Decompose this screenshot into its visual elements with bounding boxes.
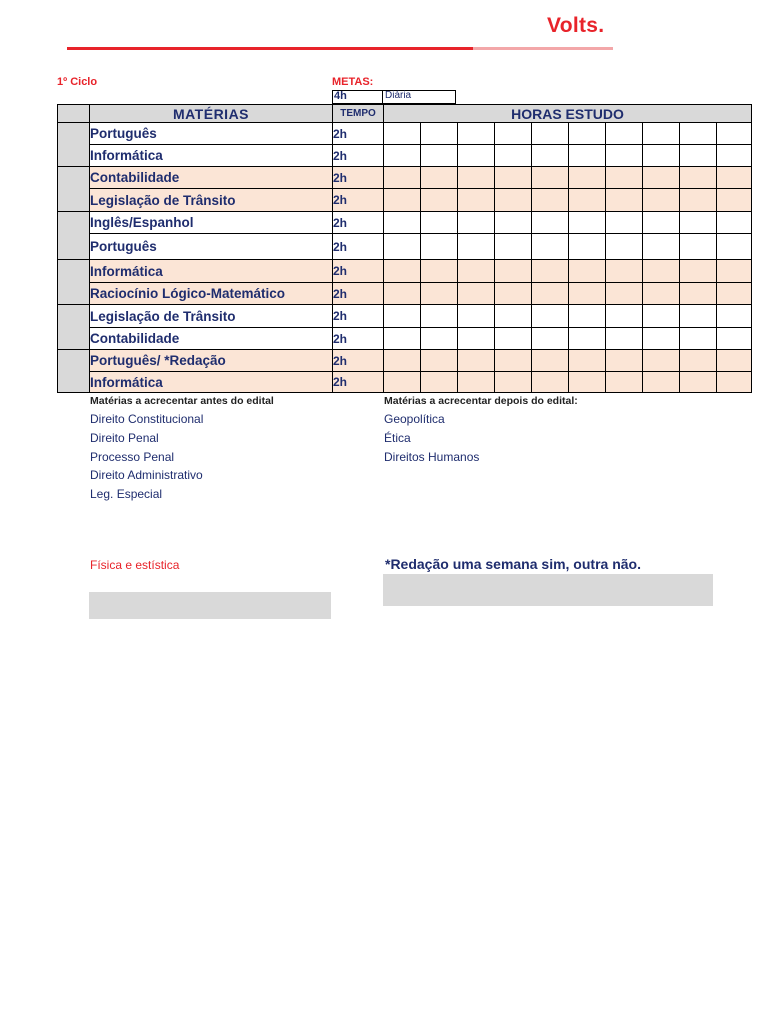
grey-panel-right: [383, 574, 713, 606]
group-marker: [58, 167, 90, 212]
metas-divider: [382, 90, 383, 104]
hours-cell[interactable]: [606, 260, 643, 283]
subject-cell: Informática: [90, 260, 333, 283]
before-edital-title: Matérias a acrecentar antes do edital: [90, 395, 274, 407]
hours-cell[interactable]: [384, 123, 421, 145]
group-marker: [58, 123, 90, 167]
study-table: [57, 104, 752, 393]
header-blank: [58, 105, 90, 123]
hours-cell[interactable]: [532, 189, 569, 212]
hours-cell[interactable]: [458, 167, 495, 189]
table-row: [58, 283, 752, 305]
hours-cell[interactable]: [680, 167, 717, 189]
hours-cell[interactable]: [458, 145, 495, 167]
time-cell: 2h: [333, 234, 384, 260]
table-row: [58, 189, 752, 212]
hours-cell[interactable]: [606, 328, 643, 350]
hours-cell[interactable]: [643, 283, 680, 305]
header-time: TEMPO: [333, 105, 384, 123]
hours-cell[interactable]: [606, 283, 643, 305]
hours-cell[interactable]: [532, 234, 569, 260]
group-marker: [58, 350, 90, 393]
grey-panel-left: [89, 592, 331, 619]
hours-cell[interactable]: [680, 350, 717, 372]
hours-cell[interactable]: [384, 350, 421, 372]
header-rule: [67, 47, 473, 50]
hours-cell[interactable]: [606, 234, 643, 260]
hours-cell[interactable]: [384, 260, 421, 283]
hours-cell[interactable]: [717, 350, 752, 372]
before-edital-item: Direito Administrativo: [90, 468, 203, 482]
hours-cell[interactable]: [643, 328, 680, 350]
hours-cell[interactable]: [532, 305, 569, 328]
hours-cell[interactable]: [458, 328, 495, 350]
table-row: [58, 372, 752, 393]
hours-cell[interactable]: [384, 234, 421, 260]
hours-cell[interactable]: [643, 145, 680, 167]
redacao-note: *Redação uma semana sim, outra não.: [385, 556, 641, 572]
hours-cell[interactable]: [717, 328, 752, 350]
subject-cell: Contabilidade: [90, 328, 333, 350]
metas-hours: 4h: [334, 90, 347, 102]
after-edital-item: Geopolítica: [384, 412, 445, 426]
time-cell: 2h: [333, 189, 384, 212]
hours-cell[interactable]: [680, 145, 717, 167]
hours-cell[interactable]: [643, 305, 680, 328]
hours-cell[interactable]: [569, 305, 606, 328]
hours-cell[interactable]: [717, 123, 752, 145]
hours-cell[interactable]: [495, 350, 532, 372]
hours-cell[interactable]: [532, 260, 569, 283]
hours-cell[interactable]: [384, 372, 421, 393]
hours-cell[interactable]: [643, 260, 680, 283]
hours-cell[interactable]: [532, 212, 569, 234]
hours-cell[interactable]: [569, 123, 606, 145]
hours-cell[interactable]: [458, 189, 495, 212]
group-marker: [58, 305, 90, 350]
hours-cell[interactable]: [384, 145, 421, 167]
hours-cell[interactable]: [606, 145, 643, 167]
subject-cell: Português: [90, 123, 333, 145]
time-cell: 2h: [333, 145, 384, 167]
hours-cell[interactable]: [495, 234, 532, 260]
subject-cell: Contabilidade: [90, 167, 333, 189]
time-cell: 2h: [333, 328, 384, 350]
after-edital-item: Direitos Humanos: [384, 450, 480, 464]
cycle-label: 1º Ciclo: [57, 76, 98, 88]
hours-cell[interactable]: [495, 305, 532, 328]
time-cell: 2h: [333, 350, 384, 372]
subject-cell: Inglês/Espanhol: [90, 212, 333, 234]
table-row: [58, 305, 752, 328]
hours-cell[interactable]: [680, 328, 717, 350]
hours-cell[interactable]: [569, 212, 606, 234]
hours-cell[interactable]: [384, 305, 421, 328]
table-row: [58, 123, 752, 145]
hours-cell[interactable]: [421, 189, 458, 212]
subject-cell: Legislação de Trânsito: [90, 305, 333, 328]
hours-cell[interactable]: [569, 350, 606, 372]
before-edital-item: Direito Penal: [90, 431, 159, 445]
hours-cell[interactable]: [384, 283, 421, 305]
hours-cell[interactable]: [717, 283, 752, 305]
hours-cell[interactable]: [495, 189, 532, 212]
hours-cell[interactable]: [680, 212, 717, 234]
hours-cell[interactable]: [532, 372, 569, 393]
hours-cell[interactable]: [717, 372, 752, 393]
hours-cell[interactable]: [421, 123, 458, 145]
hours-cell[interactable]: [606, 372, 643, 393]
hours-cell[interactable]: [643, 350, 680, 372]
hours-cell[interactable]: [569, 283, 606, 305]
hours-cell[interactable]: [643, 212, 680, 234]
hours-cell[interactable]: [532, 145, 569, 167]
hours-cell[interactable]: [532, 167, 569, 189]
hours-cell[interactable]: [717, 167, 752, 189]
hours-cell[interactable]: [384, 167, 421, 189]
time-cell: 2h: [333, 167, 384, 189]
hours-cell[interactable]: [495, 167, 532, 189]
hours-cell[interactable]: [458, 283, 495, 305]
before-edital-item: Leg. Especial: [90, 487, 163, 501]
hours-cell[interactable]: [569, 167, 606, 189]
hours-cell[interactable]: [717, 260, 752, 283]
hours-cell[interactable]: [717, 189, 752, 212]
hours-cell[interactable]: [717, 145, 752, 167]
hours-cell[interactable]: [643, 167, 680, 189]
hours-cell[interactable]: [680, 305, 717, 328]
time-cell: 2h: [333, 123, 384, 145]
subject-cell: Português: [90, 234, 333, 260]
hours-cell[interactable]: [384, 212, 421, 234]
subject-cell: Português/ *Redação: [90, 350, 333, 372]
hours-cell[interactable]: [458, 350, 495, 372]
hours-cell[interactable]: [421, 167, 458, 189]
before-edital-item: Processo Penal: [90, 450, 175, 464]
before-edital-item: Direito Constitucional: [90, 412, 204, 426]
hours-cell[interactable]: [643, 234, 680, 260]
physics-label: Física e estística: [90, 558, 180, 572]
hours-cell[interactable]: [606, 350, 643, 372]
hours-cell[interactable]: [495, 212, 532, 234]
hours-cell[interactable]: [569, 234, 606, 260]
hours-cell[interactable]: [495, 283, 532, 305]
table-row: [58, 350, 752, 372]
group-marker: [58, 212, 90, 260]
hours-cell[interactable]: [717, 234, 752, 260]
hours-cell[interactable]: [643, 123, 680, 145]
after-edital-title: Matérias a acrecentar depois do edital:: [384, 395, 578, 407]
hours-cell[interactable]: [532, 350, 569, 372]
header-rule-light: [473, 47, 613, 50]
hours-cell[interactable]: [606, 123, 643, 145]
hours-cell[interactable]: [569, 328, 606, 350]
header-study-hours: HORAS ESTUDO: [384, 105, 752, 123]
subject-cell: Raciocínio Lógico-Matemático: [90, 283, 333, 305]
time-cell: 2h: [333, 212, 384, 234]
after-edital-item: Ética: [384, 431, 411, 445]
hours-cell[interactable]: [458, 212, 495, 234]
hours-cell[interactable]: [532, 328, 569, 350]
table-row: [58, 145, 752, 167]
hours-cell[interactable]: [680, 372, 717, 393]
hours-cell[interactable]: [569, 145, 606, 167]
hours-cell[interactable]: [458, 305, 495, 328]
hours-cell[interactable]: [606, 305, 643, 328]
hours-cell[interactable]: [532, 283, 569, 305]
hours-cell[interactable]: [680, 283, 717, 305]
hours-cell[interactable]: [569, 260, 606, 283]
hours-cell[interactable]: [458, 260, 495, 283]
table-row: [58, 260, 752, 283]
hours-cell[interactable]: [643, 372, 680, 393]
hours-cell[interactable]: [495, 372, 532, 393]
hours-cell[interactable]: [458, 372, 495, 393]
hours-cell[interactable]: [606, 189, 643, 212]
hours-cell[interactable]: [680, 234, 717, 260]
hours-cell[interactable]: [421, 212, 458, 234]
subject-cell: Legislação de Trânsito: [90, 189, 333, 212]
hours-cell[interactable]: [421, 305, 458, 328]
time-cell: 2h: [333, 283, 384, 305]
hours-cell[interactable]: [458, 234, 495, 260]
hours-cell[interactable]: [643, 189, 680, 212]
hours-cell[interactable]: [421, 350, 458, 372]
brand-logo: Volts.: [547, 14, 605, 37]
table-row: [58, 212, 752, 234]
header-subject: MATÉRIAS: [90, 105, 333, 123]
hours-cell[interactable]: [421, 328, 458, 350]
hours-cell[interactable]: [495, 260, 532, 283]
hours-cell[interactable]: [495, 328, 532, 350]
hours-cell[interactable]: [606, 212, 643, 234]
hours-cell[interactable]: [569, 372, 606, 393]
subject-cell: Informática: [90, 145, 333, 167]
hours-cell[interactable]: [717, 212, 752, 234]
table-row: [58, 328, 752, 350]
time-cell: 2h: [333, 372, 384, 393]
hours-cell[interactable]: [421, 145, 458, 167]
time-cell: 2h: [333, 260, 384, 283]
metas-label: METAS:: [332, 76, 374, 88]
hours-cell[interactable]: [680, 123, 717, 145]
table-row: [58, 167, 752, 189]
hours-cell[interactable]: [680, 260, 717, 283]
group-marker: [58, 260, 90, 305]
hours-cell[interactable]: [606, 167, 643, 189]
hours-cell[interactable]: [421, 283, 458, 305]
hours-cell[interactable]: [421, 372, 458, 393]
hours-cell[interactable]: [532, 123, 569, 145]
hours-cell[interactable]: [495, 145, 532, 167]
hours-cell[interactable]: [717, 305, 752, 328]
hours-cell[interactable]: [495, 123, 532, 145]
subject-cell: Informática: [90, 372, 333, 393]
hours-cell[interactable]: [421, 260, 458, 283]
time-cell: 2h: [333, 305, 384, 328]
table-row: [58, 234, 752, 260]
hours-cell[interactable]: [384, 328, 421, 350]
hours-cell[interactable]: [421, 234, 458, 260]
hours-cell[interactable]: [569, 189, 606, 212]
metas-frequency: Diária: [385, 90, 412, 101]
hours-cell[interactable]: [384, 189, 421, 212]
hours-cell[interactable]: [680, 189, 717, 212]
hours-cell[interactable]: [458, 123, 495, 145]
